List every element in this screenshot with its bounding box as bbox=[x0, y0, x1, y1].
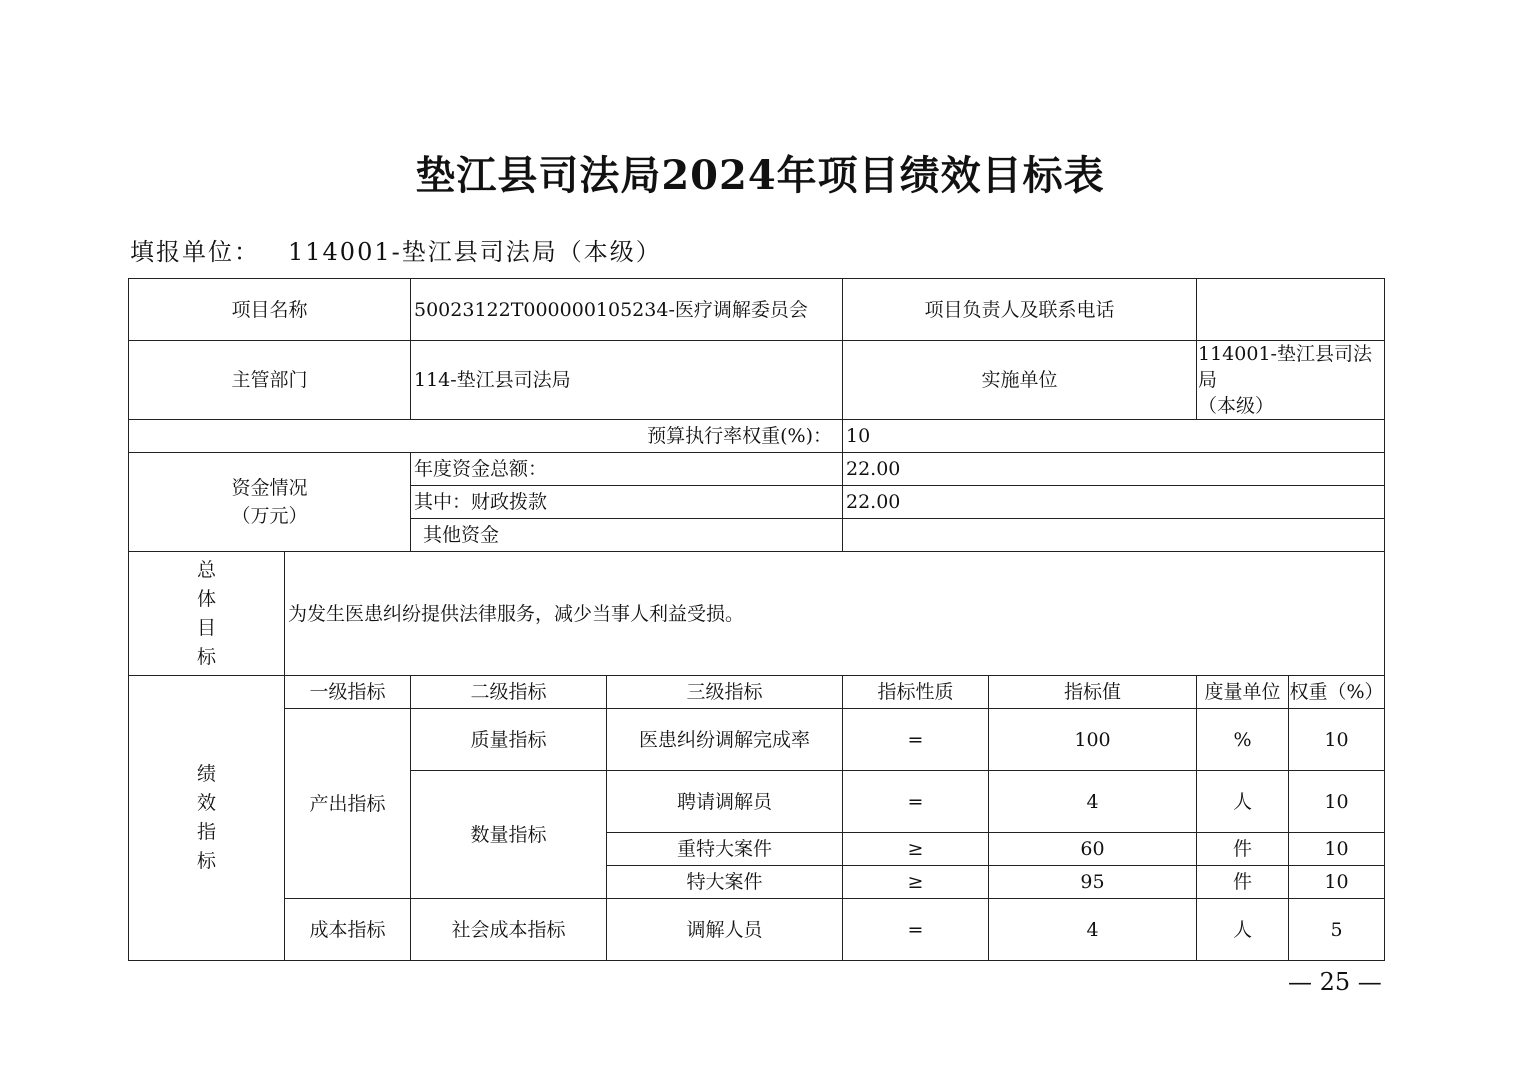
row-value: 4 bbox=[989, 771, 1197, 833]
dept-label: 主管部门 bbox=[129, 341, 411, 420]
row-name: 特大案件 bbox=[607, 866, 843, 899]
goal-text: 为发生医患纠纷提供法律服务，减少当事人利益受损。 bbox=[285, 552, 1385, 676]
row-nature: ≥ bbox=[843, 833, 989, 866]
annual-total-value: 22.00 bbox=[843, 453, 1385, 486]
row-weight: 10 bbox=[1289, 709, 1385, 771]
level2-quantity: 数量指标 bbox=[411, 771, 607, 899]
page-title: 垫江县司法局2024年项目绩效目标表 bbox=[415, 152, 1105, 199]
filling-unit-label: 填报单位： bbox=[130, 238, 260, 266]
table-row bbox=[129, 899, 1385, 961]
project-name-label: 项目名称 bbox=[129, 279, 411, 341]
level1-cost: 成本指标 bbox=[285, 899, 411, 961]
row-name: 调解人员 bbox=[607, 899, 843, 961]
row-nature: = bbox=[843, 771, 989, 833]
row-name: 聘请调解员 bbox=[607, 771, 843, 833]
header-level1: 一级指标 bbox=[285, 676, 411, 709]
row-name: 医患纠纷调解完成率 bbox=[607, 709, 843, 771]
goal-label: 总 体 目 标 bbox=[129, 552, 285, 676]
row-unit: 件 bbox=[1197, 833, 1289, 866]
other-label: 其他资金 bbox=[411, 519, 843, 552]
row-value: 4 bbox=[989, 899, 1197, 961]
header-value: 指标值 bbox=[989, 676, 1197, 709]
header-level3: 三级指标 bbox=[607, 676, 843, 709]
row-weight: 5 bbox=[1289, 899, 1385, 961]
level1-output: 产出指标 bbox=[285, 709, 411, 899]
dept-value: 114-垫江县司法局 bbox=[411, 341, 843, 420]
fiscal-label: 其中：财政拨款 bbox=[411, 486, 843, 519]
page-number: — 25 — bbox=[1288, 968, 1382, 996]
project-name-value: 50023122T000000105234-医疗调解委员会 bbox=[411, 279, 843, 341]
annual-total-label: 年度资金总额： bbox=[411, 453, 843, 486]
row-weight: 10 bbox=[1289, 771, 1385, 833]
row-unit: 人 bbox=[1197, 899, 1289, 961]
funds-label bbox=[129, 453, 411, 552]
header-nature: 指标性质 bbox=[843, 676, 989, 709]
budget-rate-label: 预算执行率权重(%)： bbox=[129, 420, 843, 453]
row-nature: ≥ bbox=[843, 866, 989, 899]
filling-unit bbox=[130, 232, 662, 267]
row-name: 重特大案件 bbox=[607, 833, 843, 866]
fiscal-value: 22.00 bbox=[843, 486, 1385, 519]
budget-rate-value: 10 bbox=[843, 420, 1385, 453]
filling-unit-value: 114001-垫江县司法局（本级） bbox=[288, 238, 662, 266]
other-value bbox=[843, 519, 1385, 552]
row-unit: 件 bbox=[1197, 866, 1289, 899]
contact-value bbox=[1197, 279, 1385, 341]
contact-label: 项目负责人及联系电话 bbox=[843, 279, 1197, 341]
header-level2: 二级指标 bbox=[411, 676, 607, 709]
level2-social-cost: 社会成本指标 bbox=[411, 899, 607, 961]
row-weight: 10 bbox=[1289, 833, 1385, 866]
impl-value-line2: （本级） bbox=[1198, 395, 1275, 417]
impl-value-line1: 114001-垫江县司法局 bbox=[1198, 343, 1372, 391]
row-weight: 10 bbox=[1289, 866, 1385, 899]
header-unit: 度量单位 bbox=[1197, 676, 1289, 709]
row-nature: = bbox=[843, 709, 989, 771]
row-nature: = bbox=[843, 899, 989, 961]
row-value: 95 bbox=[989, 866, 1197, 899]
performance-table bbox=[128, 278, 1385, 961]
row-unit: 人 bbox=[1197, 771, 1289, 833]
perf-label: 绩 效 指 标 bbox=[129, 676, 285, 961]
funds-label-line1: 资金情况 bbox=[231, 477, 308, 499]
funds-label-line2: （万元） bbox=[231, 505, 308, 527]
row-unit: % bbox=[1197, 709, 1289, 771]
level2-quality: 质量指标 bbox=[411, 709, 607, 771]
impl-value bbox=[1197, 341, 1385, 420]
row-value: 100 bbox=[989, 709, 1197, 771]
table-row bbox=[129, 709, 1385, 771]
impl-label: 实施单位 bbox=[843, 341, 1197, 420]
row-value: 60 bbox=[989, 833, 1197, 866]
header-weight: 权重（%） bbox=[1289, 676, 1385, 709]
